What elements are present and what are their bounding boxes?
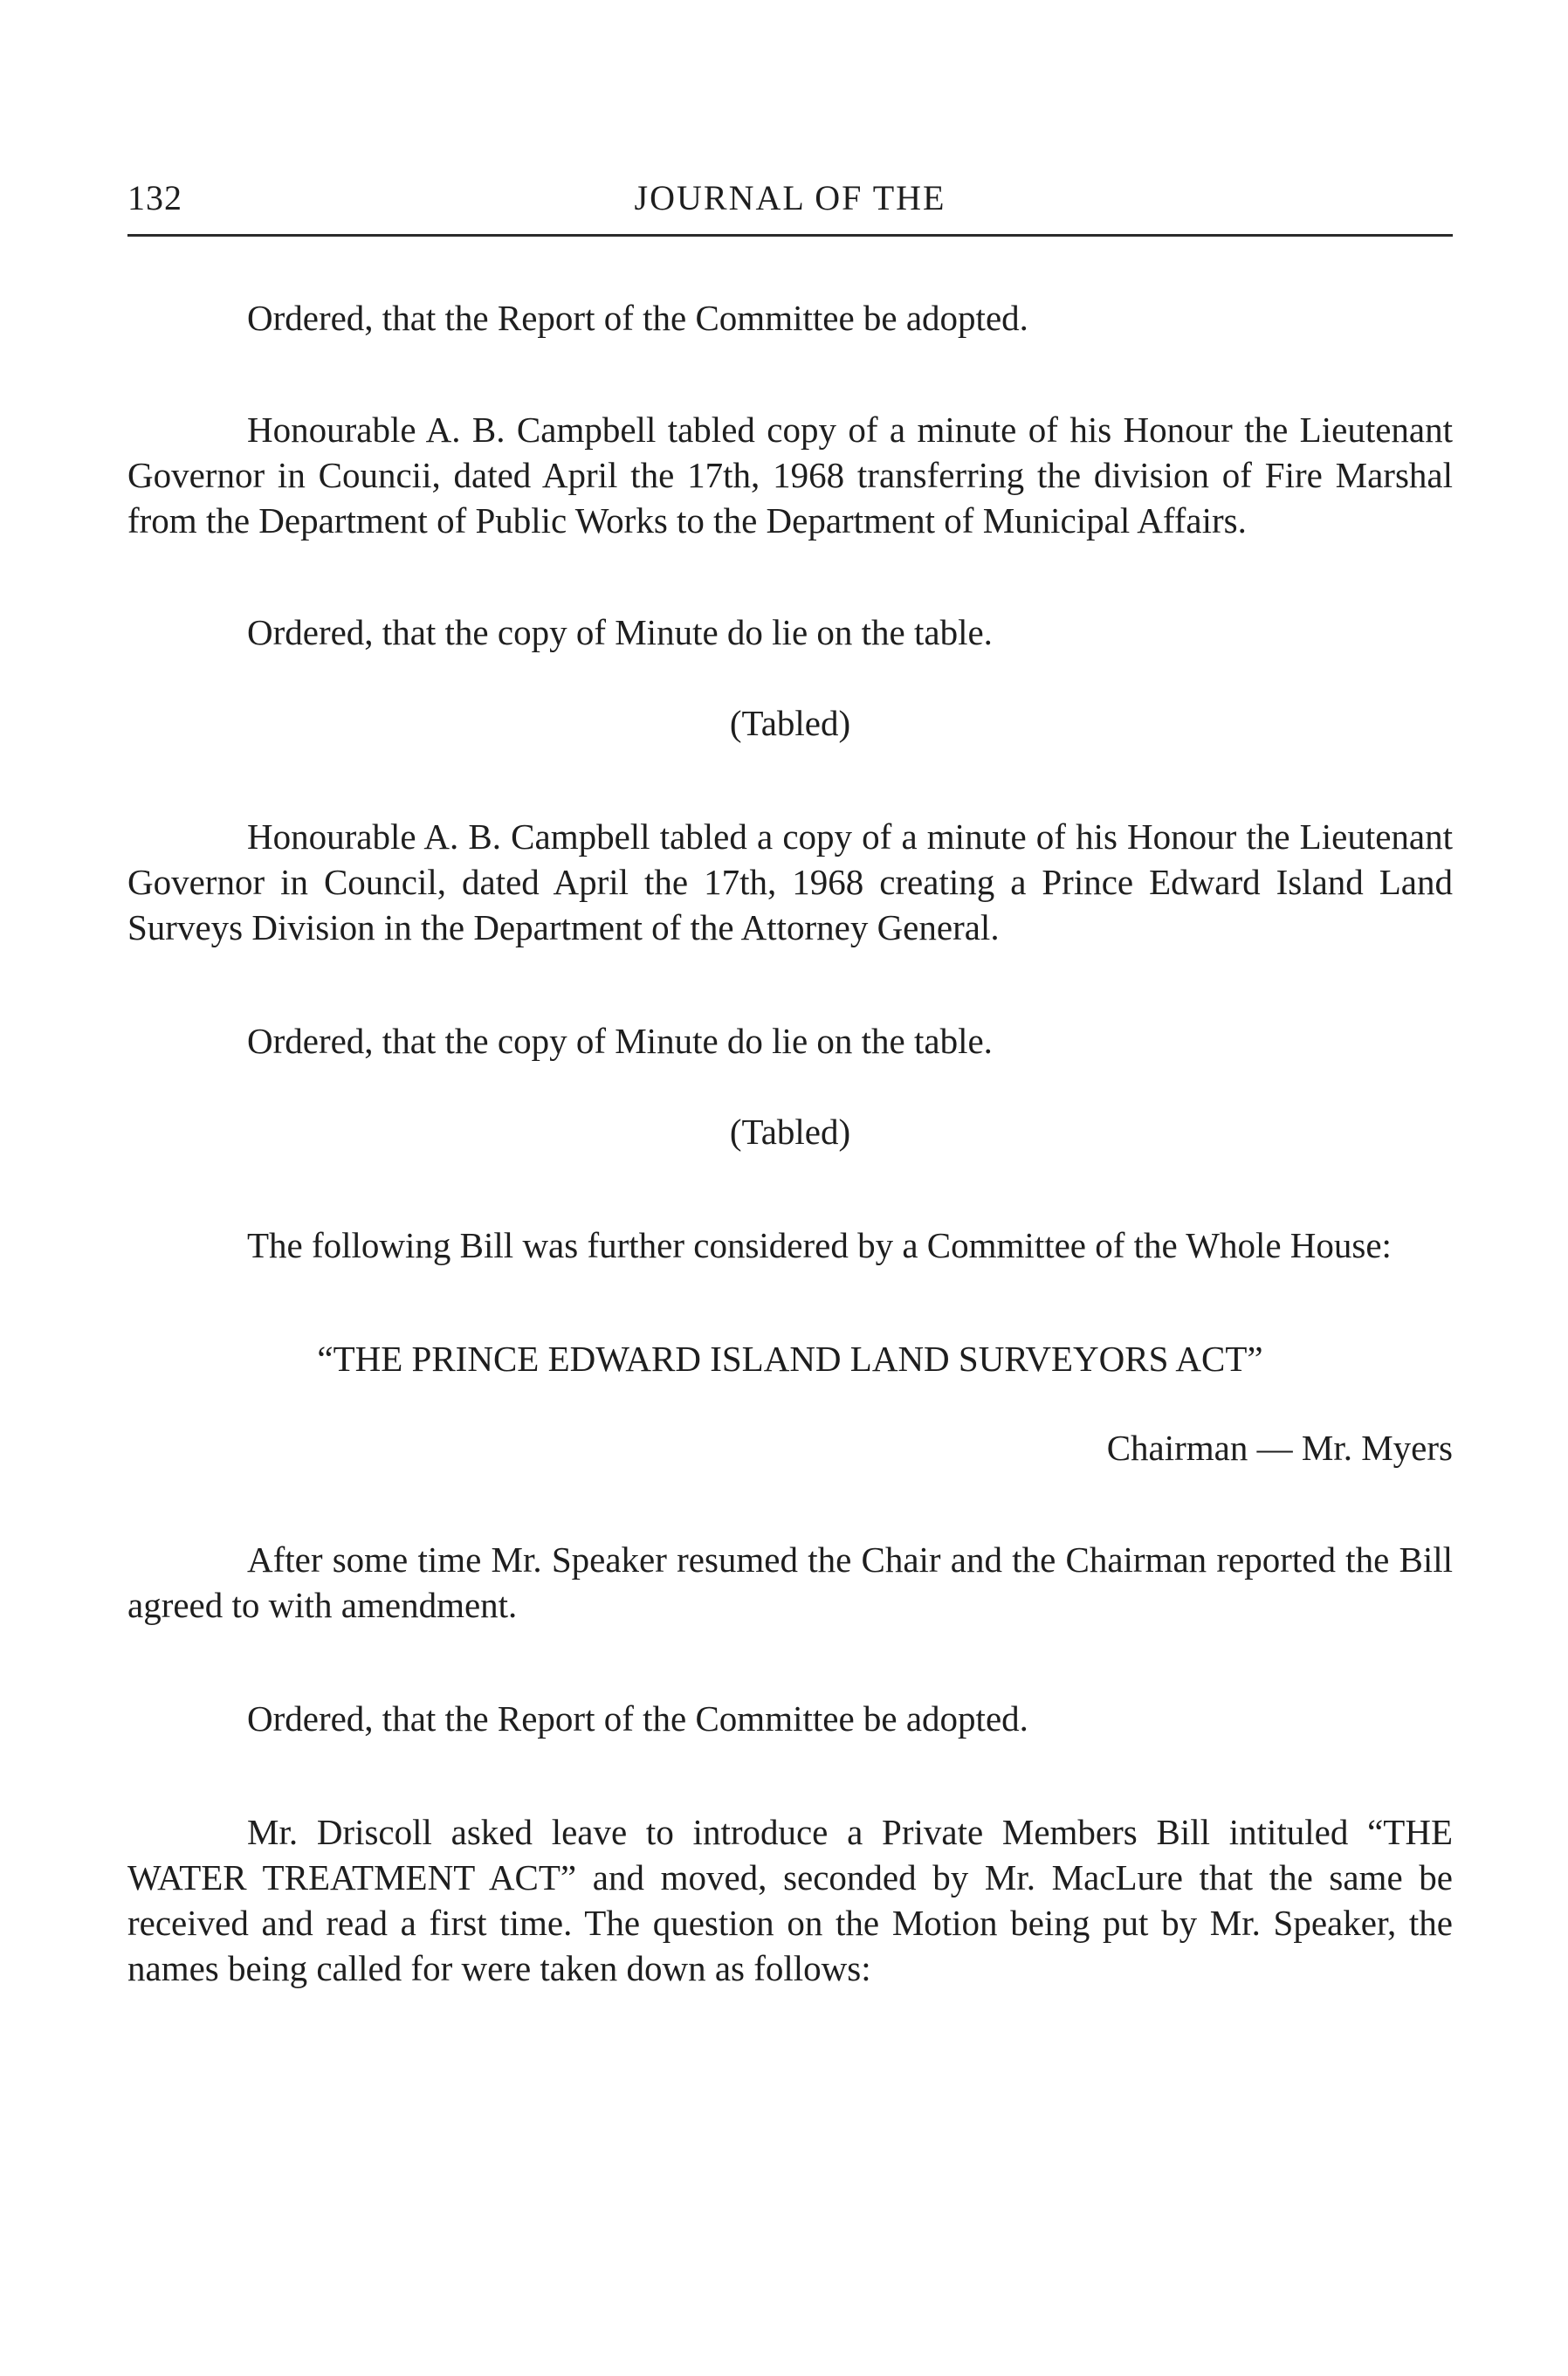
tabled-note: (Tabled) xyxy=(729,703,851,743)
chairman-line: Chairman — Mr. Myers xyxy=(1106,1428,1453,1468)
running-head: JOURNAL OF THE xyxy=(634,178,946,217)
order-report-adopted: Ordered, that the Report of the Committee be adopted. xyxy=(247,298,1028,338)
order-report-adopted: Ordered, that the Report of the Committee be adopted. xyxy=(247,1698,1028,1739)
page-header xyxy=(127,177,1453,230)
water-treatment-act-paragraph: Mr. Driscoll asked leave to introduce a Private Members Bill intituled “THE WATER TREATMENT ACT” and moved, seconded by Mr. MacLure that the same be received and read a first time. The question on the Motion being put by Mr. Speaker, the names being called for were taken down as follows: xyxy=(127,1812,1453,1988)
fire-marshal-minute-paragraph: Honourable A. B. Campbell tabled copy of a minute of his Honour the Lieutenant Governor in Councii, dated April the 17th, 1968 transferring the division of Fire Marshal from the Department of Public Works to the Department of Municipal Affairs. xyxy=(127,410,1453,541)
journal-body xyxy=(127,295,1453,1991)
order-minute-lie-on-table: Ordered, that the copy of Minute do lie on the table. xyxy=(247,1021,993,1061)
page-number: 132 xyxy=(127,178,182,217)
tabled-note: (Tabled) xyxy=(729,1112,851,1152)
bill-title: “THE PRINCE EDWARD ISLAND LAND SURVEYORS ACT” xyxy=(317,1339,1263,1379)
speaker-resumed-paragraph: After some time Mr. Speaker resumed the Chair and the Chairman reported the Bill agreed to with amendment. xyxy=(127,1539,1453,1625)
header-rule xyxy=(127,234,1453,237)
bill-considered-paragraph: The following Bill was further considered by a Committee of the Whole House: xyxy=(247,1225,1392,1265)
order-minute-lie-on-table: Ordered, that the copy of Minute do lie on the table. xyxy=(247,612,993,652)
land-surveys-minute-paragraph: Honourable A. B. Campbell tabled a copy of a minute of his Honour the Lieutenant Governor in Council, dated April the 17th, 1968 creating a Prince Edward Island Land Surveys Division in the Department of the Attorney General. xyxy=(127,816,1453,947)
